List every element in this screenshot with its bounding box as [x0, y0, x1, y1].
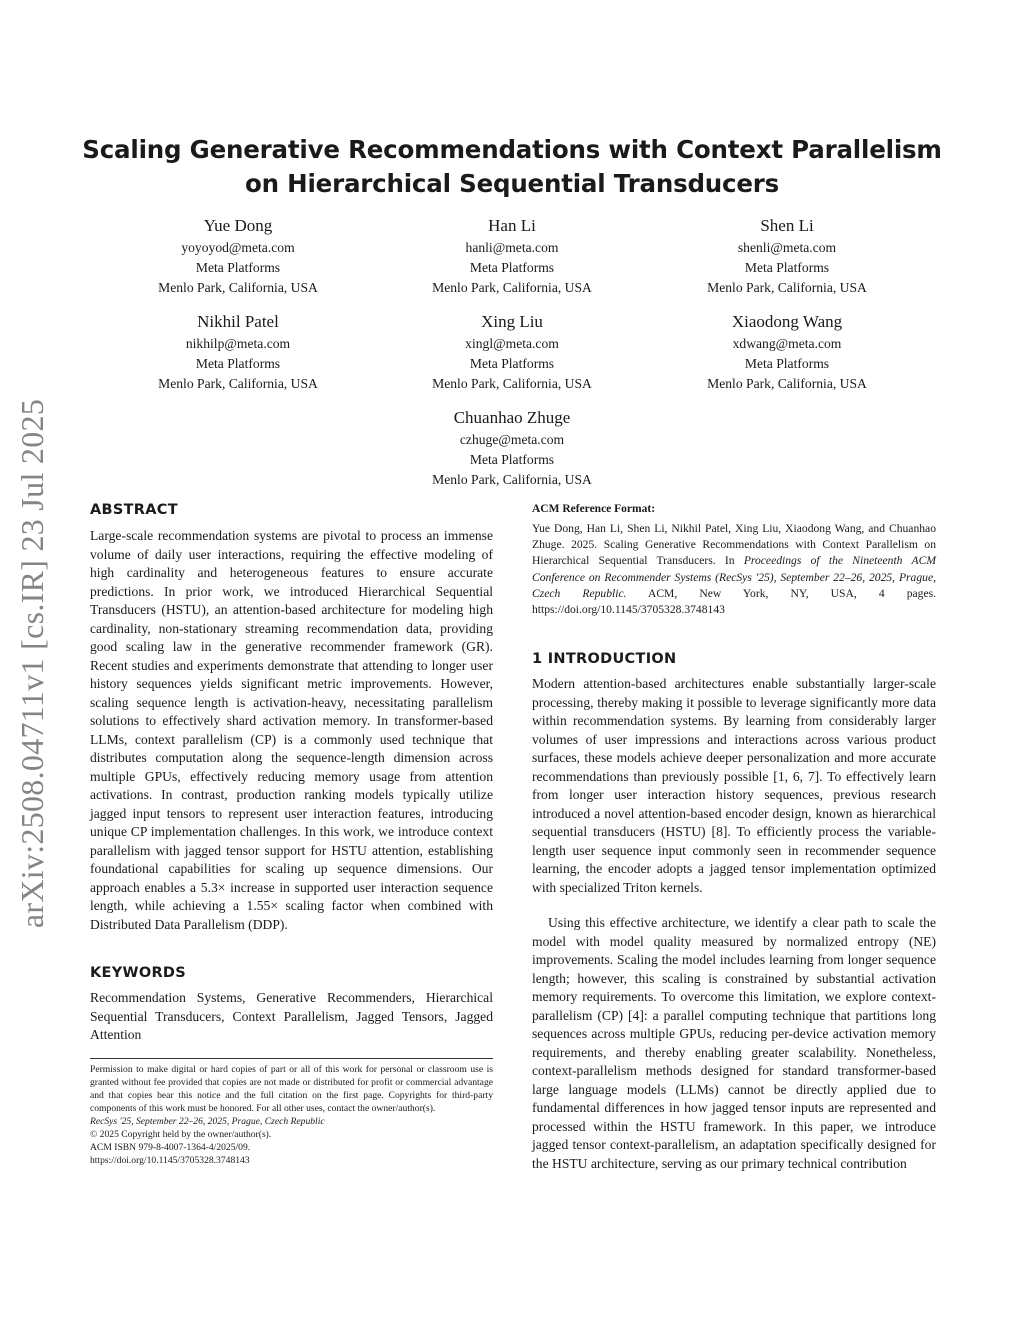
venue-line: RecSys '25, September 22–26, 2025, Prague, Czech Republic — [90, 1116, 325, 1127]
author-location: Menlo Park, California, USA — [158, 376, 318, 391]
author-email: czhuge@meta.com — [459, 432, 565, 447]
author-affiliation: Meta Platforms — [469, 356, 555, 371]
isbn-line: ACM ISBN 979-8-4007-1364-4/2025/09. — [90, 1142, 251, 1153]
acm-reference-authors: Yue Dong, Han Li, Shen Li, Nikhil Patel, Xing Liu, Xiaodong Wang, and Chuanhao Zhuge. 2025. Scaling Generative Recommendations with Context Parallelism on Hierarchical Sequential Transducers. In — [532, 522, 936, 568]
arxiv-stamp — [5, 378, 60, 948]
acm-reference-tail[interactable]: ACM, New York, NY, USA, 4 pages. https://doi.org/10.1145/3705328.3748143 — [532, 586, 936, 617]
keywords-heading: KEYWORDS — [90, 965, 187, 981]
author-email: shenli@meta.com — [737, 240, 837, 255]
author-name: Yue Dong — [203, 216, 273, 235]
author-block — [382, 311, 642, 394]
author-block — [108, 311, 368, 394]
author-affiliation: Meta Platforms — [195, 260, 281, 275]
introduction-paragraph-1: Modern attention-based architectures enable substantially larger-scale processing, thereby making it possible to leverage significantly more data within recommendation systems. By learning from considerably larger volumes of user impressions and interactions across various product surfaces, these models achieve deeper personalization and more accurate recommendations than previously possible [1, 6, 7]. To effectively learn from longer user interaction history sequences, previous research introduced a novel attention-based encoder design, known as hierarchical sequential transducers (HSTU) [8]. To efficiently process the variable-length user sequence input commonly seen in recommender sequence learning, the encoder adopts a jagged tensor implementation optimized with specialized Triton kernels. — [532, 676, 936, 895]
author-block — [108, 215, 368, 298]
author-name: Han Li — [488, 216, 536, 235]
keywords-text: Recommendation Systems, Generative Recommenders, Hierarchical Sequential Transducers, Context Parallelism, Jagged Tensors, Jagged Attention — [90, 990, 493, 1042]
author-email: xdwang@meta.com — [732, 336, 842, 351]
arxiv-stamp-text: arXiv:2508.04711v1 [cs.IR] 23 Jul 2025 — [14, 398, 50, 928]
author-affiliation: Meta Platforms — [744, 260, 830, 275]
author-location: Menlo Park, California, USA — [707, 280, 867, 295]
author-name: Nikhil Patel — [197, 312, 279, 331]
introduction-paragraph-2: Using this effective architecture, we identify a clear path to scale the model with model quality measured by normalized entropy (NE) improvements. Scaling the model includes learning from longer sequence length; however, this scaling is constrained by substantial activation memory requirements. To overcome this limitation, we explore context-parallelism (CP) [4]: a parallel computing technique that partitions long sequences across multiple GPUs, reducing per-device activation memory requirements, and thereby enabling greater scalability. Nonetheless, context-parallelism methods designed for standard transformer-based large language models (LLMs) cannot be directly applied due to fundamental differences in how jagged tensor inputs are represented and processed within the HSTU framework. In this paper, we introduce jagged tensor context-parallelism, an adaptation specifically designed for the HSTU architecture, serving as our primary technical contribution — [532, 915, 936, 1171]
acm-reference-proceedings: Proceedings of the Nineteenth ACM Conference on Recommender Systems (RecSys '25), September 22–26, 2025, Prague, Czech Republic. — [532, 554, 936, 600]
author-affiliation: Meta Platforms — [469, 452, 555, 467]
author-location: Menlo Park, California, USA — [432, 376, 592, 391]
author-affiliation: Meta Platforms — [744, 356, 830, 371]
author-block — [382, 407, 642, 490]
paper-title-line-2: on Hierarchical Sequential Transducers — [244, 169, 780, 198]
author-affiliation: Meta Platforms — [195, 356, 281, 371]
author-location: Menlo Park, California, USA — [158, 280, 318, 295]
author-email: yoyoyod@meta.com — [181, 240, 295, 255]
author-email: xingl@meta.com — [465, 336, 559, 351]
permission-text: Permission to make digital or hard copies of part or all of this work for personal or classroom use is granted without fee provided that copies are not made or distributed for profit or commercial advantage and that copies bear this notice and the full citation on the first page. Copyrights for third-party components of this work must be honored. For all other uses, contact the owner/author(s). — [90, 1064, 493, 1114]
author-name: Xiaodong Wang — [731, 312, 843, 331]
abstract-heading: ABSTRACT — [90, 502, 178, 518]
paper-title-line-1: Scaling Generative Recommendations with Context Parallelism — [82, 135, 942, 164]
author-email: hanli@meta.com — [465, 240, 559, 255]
acm-reference-heading: ACM Reference Format: — [532, 503, 656, 515]
abstract-text: Large-scale recommendation systems are pivotal to process an immense volume of daily user interactions, requiring the effective modeling of high cardinality and heterogeneous features to ensure accurate predictions. In prior work, we introduced Hierarchical Sequential Transducers (HSTU), an attention-based architecture for modeling high cardinality, non-stationary streaming recommendation data, providing good scaling law in the generative recommender framework (GR). Recent studies and experiments demonstrate that attending to longer user history sequences yields significant metric improvements. However, scaling sequence length is activation-heavy, necessitating parallelism solutions to effectively shard activation memory. In transformer-based LLMs, context parallelism (CP) is a commonly used technique that distributes computation along the sequence-length dimension across multiple GPUs, effectively reducing memory usage from attention activations. In contrast, production ranking models typically utilize jagged input tensors to represent user interaction features, introducing unique CP implementation challenges. In this work, we introduce context parallelism with jagged tensor support for HSTU attention, establishing foundational capabilities for scaling up sequence dimensions. Our approach enables a 5.3× increase in supported user interaction sequence length, while achieving a 1.55× scaling factor when combined with Distributed Data Parallelism (DDP). — [90, 528, 493, 932]
author-affiliation: Meta Platforms — [469, 260, 555, 275]
acm-reference-text — [532, 521, 936, 618]
author-name: Shen Li — [760, 216, 814, 235]
footnote-rule — [90, 1058, 493, 1059]
author-location: Menlo Park, California, USA — [432, 472, 592, 487]
introduction-heading: 1 INTRODUCTION — [532, 651, 677, 667]
doi-link[interactable]: https://doi.org/10.1145/3705328.3748143 — [90, 1155, 250, 1166]
author-name: Xing Liu — [481, 312, 543, 331]
paper-title — [60, 133, 964, 201]
copyright-line: © 2025 Copyright held by the owner/author(s). — [90, 1129, 272, 1140]
author-email: nikhilp@meta.com — [185, 336, 291, 351]
author-location: Menlo Park, California, USA — [707, 376, 867, 391]
author-block — [382, 215, 642, 298]
permission-footnote — [90, 1063, 493, 1167]
author-block — [657, 311, 917, 394]
author-block — [657, 215, 917, 298]
author-name: Chuanhao Zhuge — [453, 408, 571, 427]
author-location: Menlo Park, California, USA — [432, 280, 592, 295]
